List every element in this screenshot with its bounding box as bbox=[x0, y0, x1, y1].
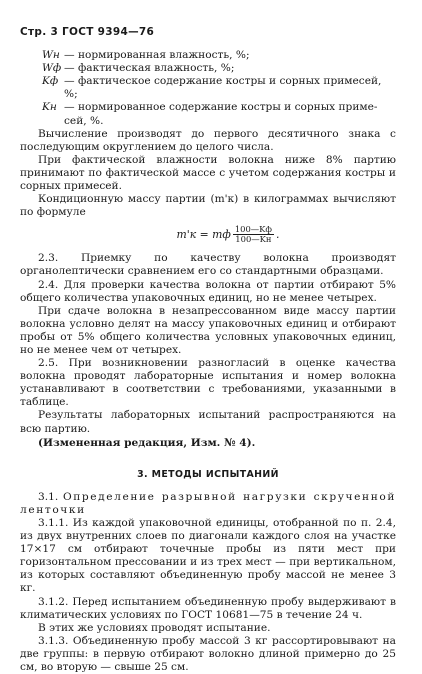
definition-text: — фактическая влажность, %; bbox=[64, 62, 235, 75]
paragraph: Вычисление производят до первого десятичного знака с последующим округлением до целого числа. bbox=[20, 127, 396, 153]
paragraph: При сдаче волокна в незапрессованном виде массу партии волокна условно делят на массу упаковочных единиц и отбирают пробы от 5% общего количества условных упаковочных единиц, но не менее чем от четырех. bbox=[20, 304, 396, 356]
edition-note: (Измененная редакция, Изм. № 4). bbox=[38, 436, 256, 449]
formula-fraction bbox=[233, 225, 274, 244]
paragraph: Результаты лабораторных испытаний распространяются на всю партию. bbox=[20, 409, 396, 435]
paragraph: 2.3. Приемку по качеству волокна производят органолептически сравнением его со стандартными образцами. bbox=[20, 252, 396, 278]
paragraph: 2.4. Для проверки качества волокна от партии отбирают 5% общего количества упаковочных единиц, но не менее четырех. bbox=[20, 278, 396, 304]
section-title: 3. МЕТОДЫ ИСПЫТАНИЙ bbox=[137, 468, 279, 480]
definition-symbol: Kн bbox=[42, 101, 57, 114]
paragraph: 3.1.1. Из каждой упаковочной единицы, отобранной по п. 2.4, из двух внутренних слоев по диагонали каждого слоя на участке 17×17 см отбирают точечные пробы из пяти мест при горизонтальном прессовании и из трех мест — при вертикальном, из которых составляют объединенную пробу массой не менее 3 кг. bbox=[20, 517, 396, 595]
page-header: Стр. 3 ГОСТ 9394—76 bbox=[20, 26, 155, 38]
definition-symbol: Wф bbox=[42, 62, 62, 75]
symbol-definitions bbox=[42, 49, 396, 128]
formula bbox=[60, 225, 396, 244]
paragraph: В этих же условиях проводят испытание. bbox=[38, 621, 271, 634]
definition-text: — нормированная влажность, %; bbox=[64, 49, 250, 62]
paragraph: 3.1.2. Перед испытанием объединенную пробу выдерживают в климатических условиях по ГОСТ 10681—75 в течение 24 ч. bbox=[20, 595, 396, 621]
paragraph: 2.5. При возникновении разногласий в оценке качества волокна проводят лабораторные испытания и номер волокна устанавливают в соответствии с требованиями, указанными в таблице. bbox=[20, 357, 396, 409]
subsection-title: Определение разрывной нагрузки скрученной ленточки bbox=[20, 490, 396, 516]
subsection-number: 3.1. bbox=[38, 490, 59, 503]
formula-end: . bbox=[276, 228, 280, 242]
definition-continuation: сей, %. bbox=[64, 114, 104, 127]
paragraph: 3.1.3. Объединенную пробу массой 3 кг рассортировывают на две группы: в первую отбирают волокно длиной примерно до 25 см, во вторую — свыше 25 см. bbox=[20, 634, 396, 674]
formula-denominator: 100—Kн bbox=[235, 234, 272, 245]
definition-row bbox=[42, 62, 396, 75]
paragraph: Кондиционную массу партии (m'к) в килограммах вычисляют по формуле bbox=[20, 193, 396, 219]
definition-symbol: Kф bbox=[42, 75, 59, 88]
definition-text: — нормированное содержание костры и сорных приме- bbox=[64, 101, 378, 114]
formula-lhs: m'к = mф bbox=[176, 228, 231, 242]
definition-symbol: Wн bbox=[42, 49, 60, 62]
definition-row bbox=[42, 101, 396, 114]
definition-row bbox=[42, 75, 396, 101]
paragraph: При фактической влажности волокна ниже 8% партию принимают по фактической массе с учетом содержания костры и сорных примесей. bbox=[20, 153, 396, 193]
subsection-heading bbox=[20, 491, 396, 517]
formula-numerator: 100—Kф bbox=[234, 224, 272, 235]
definition-row bbox=[42, 49, 396, 62]
definition-text: — фактическое содержание костры и сорных примесей, %; bbox=[64, 75, 382, 101]
